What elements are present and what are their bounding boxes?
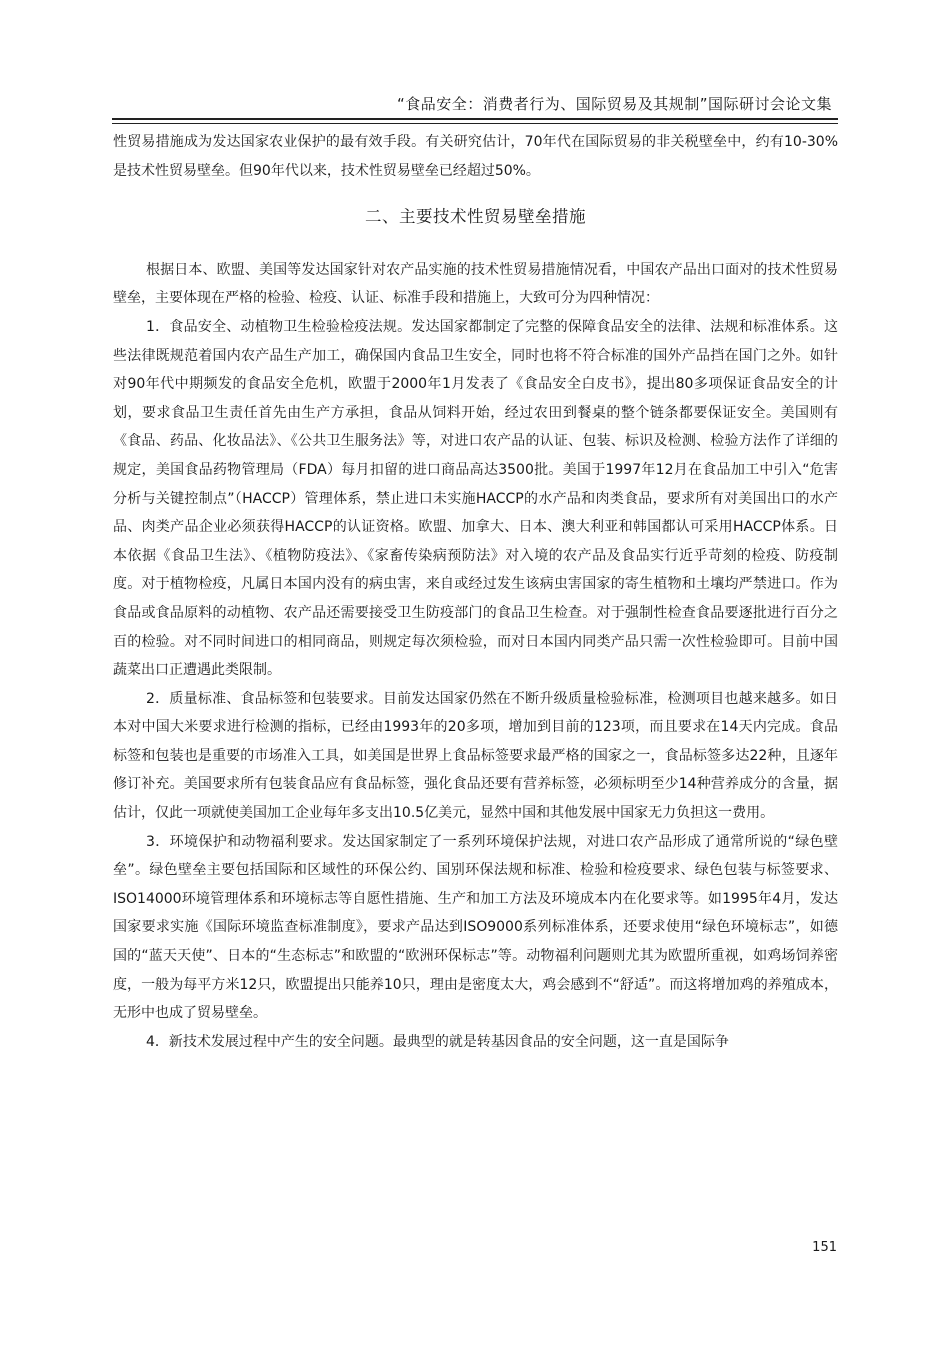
paragraph-overview: 根据日本、欧盟、美国等发达国家针对农产品实施的技术性贸易措施情况看，中国农产品出口面对的技术性贸易壁垒，主要体现在严格的检验、检疫、认证、标准手段和措施上，大致可分为四种情况： [113, 261, 838, 307]
paragraph-item-3: 3．环境保护和动物福利要求。发达国家制定了一系列环境保护法规，对进口农产品形成了通常所说的“绿色壁垒”。绿色壁垒主要包括国际和区域性的环保公约、国别环保法规和标准、检验和检疫要求、绿色包装与标签要求、ISO14000环境管理体系和环境标志等自愿性措施、生产和加工方法及环境成本内在化要求等。如1995年4月，发达国家要求实施《国际环境监查标准制度》，要求产品达到ISO9000系列标准体系，还要求使用“绿色环境标志”，如德国的“蓝天天使”、日本的“生态标志”和欧盟的“欧洲环保标志”等。动物福利问题则尤其为欧盟所重视，如鸡场饲养密度，一般为每平方米12只，欧盟提出只能养10只，理由是密度太大，鸡会感到不“舒适”。而这将增加鸡的养殖成本，无形中也成了贸易壁垒。 [113, 833, 838, 1022]
paragraph-item-4: 4．新技术发展过程中产生的安全问题。最典型的就是转基因食品的安全问题，这一直是国际争 [146, 1033, 729, 1050]
paragraph-intro: 性贸易措施成为发达国家农业保护的最有效手段。有关研究估计，70年代在国际贸易的非关税壁垒中，约有10-30%是技术性贸易壁垒。但90年代以来，技术性贸易壁垒已经超过50%。 [113, 134, 838, 179]
body-text [113, 128, 838, 1056]
header-rule-thin [112, 123, 838, 124]
header-rule-thick [112, 118, 838, 120]
section-title: 二、主要技术性贸易壁垒措施 [365, 207, 586, 227]
paragraph-item-2: 2．质量标准、食品标签和包装要求。目前发达国家仍然在不断升级质量检验标准，检测项目也越来越多。如日本对中国大米要求进行检测的指标，已经由1993年的20多项，增加到目前的123项，而且要求在14天内完成。食品标签和包装也是重要的市场准入工具，如美国是世界上食品标签要求最严格的国家之一，食品标签多达22种，且逐年修订补充。美国要求所有包装食品应有食品标签，强化食品还要有营养标签，必须标明至少14种营养成分的含量，据估计，仅此一项就使美国加工企业每年多支出10.5亿美元，显然中国和其他发展中国家无力负担这一费用。 [113, 690, 838, 822]
running-header: “食品安全：消费者行为、国际贸易及其规制”国际研讨会论文集 [396, 95, 832, 113]
page-number: 151 [812, 1240, 837, 1255]
paragraph-item-1: 1．食品安全、动植物卫生检验检疫法规。发达国家都制定了完整的保障食品安全的法律、法规和标准体系。这些法律既规范着国内农产品生产加工，确保国内食品卫生安全，同时也将不符合标准的国外产品挡在国门之外。如针对90年代中期频发的食品安全危机，欧盟于2000年1月发表了《食品安全白皮书》，提出80多项保证食品安全的计划，要求食品卫生责任首先由生产方承担，食品从饲料开始，经过农田到餐桌的整个链条都要保证安全。美国则有《食品、药品、化妆品法》、《公共卫生服务法》等，对进口农产品的认证、包装、标识及检测、检验方法作了详细的规定，美国食品药物管理局（FDA）每月扣留的进口商品高达3500批。美国于1997年12月在食品加工中引入“危害分析与关键控制点”（HACCP）管理体系，禁止进口未实施HACCP的水产品和肉类食品，要求所有对美国出口的水产品、肉类产品企业必须获得HACCP的认证资格。欧盟、加拿大、日本、澳大利亚和韩国都认可采用HACCP体系。日本依据《食品卫生法》、《植物防疫法》、《家畜传染病预防法》对入境的农产品及食品实行近乎苛刻的检疫、防疫制度。对于植物检疫，凡属日本国内没有的病虫害，来自或经过发生该病虫害国家的寄生植物和土壤均严禁进口。作为食品或食品原料的动植物、农产品还需要接受卫生防疫部门的食品卫生检查。对于强制性检查食品要逐批进行百分之百的检验。对不同时间进口的相同商品，则规定每次须检验，而对日本国内同类产品只需一次性检验即可。目前中国蔬菜出口正遭遇此类限制。 [113, 318, 838, 679]
